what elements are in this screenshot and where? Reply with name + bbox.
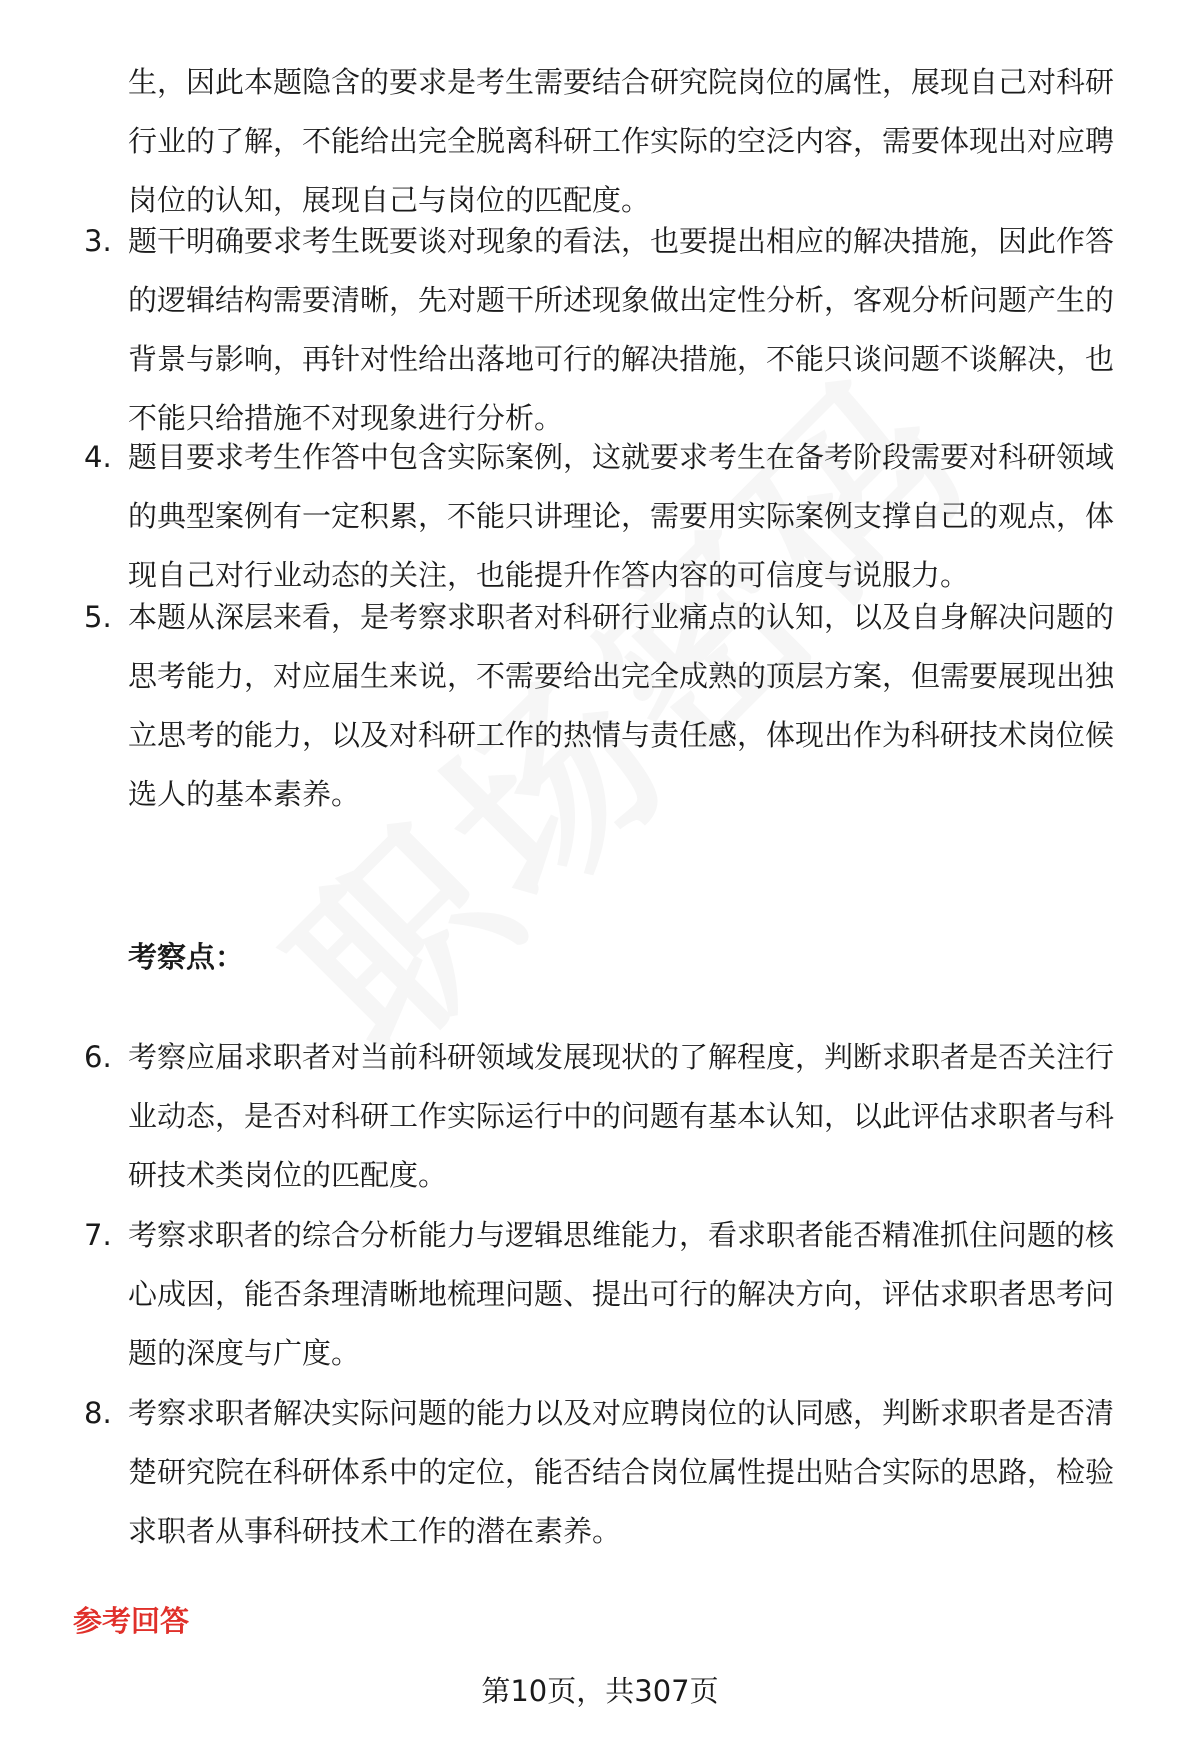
list-item-text: 题干明确要求考生既要谈对现象的看法，也要提出相应的解决措施，因此作答的逻辑结构需要清晰，先对题干所述现象做出定性分析，客观分析问题产生的背景与影响，再针对性给出落地可行的解决措施，不能只谈问题不谈解决，也不能只给措施不对现象进行分析。 bbox=[128, 224, 1115, 435]
list-item-3 bbox=[84, 212, 1142, 448]
list-number: 7. bbox=[84, 1218, 112, 1252]
list-item-5 bbox=[84, 588, 1142, 824]
list-item-text: 本题从深层来看，是考察求职者对科研行业痛点的认知，以及自身解决问题的思考能力，对应届生来说，不需要给出完全成熟的顶层方案，但需要展现出独立思考的能力，以及对科研工作的热情与责任感，体现出作为科研技术岗位候选人的基本素养。 bbox=[128, 600, 1115, 811]
list-item-text: 考察应届求职者对当前科研领域发展现状的了解程度，判断求职者是否关注行业动态，是否对科研工作实际运行中的问题有基本认知，以此评估求职者与科研技术类岗位的匹配度。 bbox=[128, 1040, 1115, 1192]
page-footer: 第10页，共307页 bbox=[481, 1674, 719, 1708]
list-number: 4. bbox=[84, 440, 112, 474]
section-title: 考察点： bbox=[128, 940, 245, 974]
list-item-text: 考察求职者的综合分析能力与逻辑思维能力，看求职者能否精准抓住问题的核心成因，能否条理清晰地梳理问题、提出可行的解决方向，评估求职者思考问题的深度与广度。 bbox=[128, 1218, 1115, 1370]
list-number: 3. bbox=[84, 224, 112, 258]
answer-section-title: 参考回答 bbox=[73, 1604, 190, 1638]
list-number: 5. bbox=[84, 600, 112, 634]
list-item-6 bbox=[84, 1028, 1142, 1205]
list-item-8 bbox=[84, 1384, 1142, 1561]
list-number: 6. bbox=[84, 1040, 112, 1074]
list-number: 8. bbox=[84, 1396, 112, 1430]
list-item-4 bbox=[84, 428, 1142, 605]
list-item-text: 考察求职者解决实际问题的能力以及对应聘岗位的认同感，判断求职者是否清楚研究院在科研体系中的定位，能否结合岗位属性提出贴合实际的思路，检验求职者从事科研技术工作的潜在素养。 bbox=[128, 1396, 1115, 1548]
list-item-7 bbox=[84, 1206, 1142, 1383]
list-item-text: 题目要求考生作答中包含实际案例，这就要求考生在备考阶段需要对科研领域的典型案例有一定积累，不能只讲理论，需要用实际案例支撑自己的观点，体现自己对行业动态的关注，也能提升作答内容的可信度与说服力。 bbox=[128, 440, 1115, 592]
paragraph-continuation: 生，因此本题隐含的要求是考生需要结合研究院岗位的属性，展现自己对科研行业的了解，不能给出完全脱离科研工作实际的空泛内容，需要体现出对应聘岗位的认知，展现自己与岗位的匹配度。 bbox=[128, 65, 1115, 217]
